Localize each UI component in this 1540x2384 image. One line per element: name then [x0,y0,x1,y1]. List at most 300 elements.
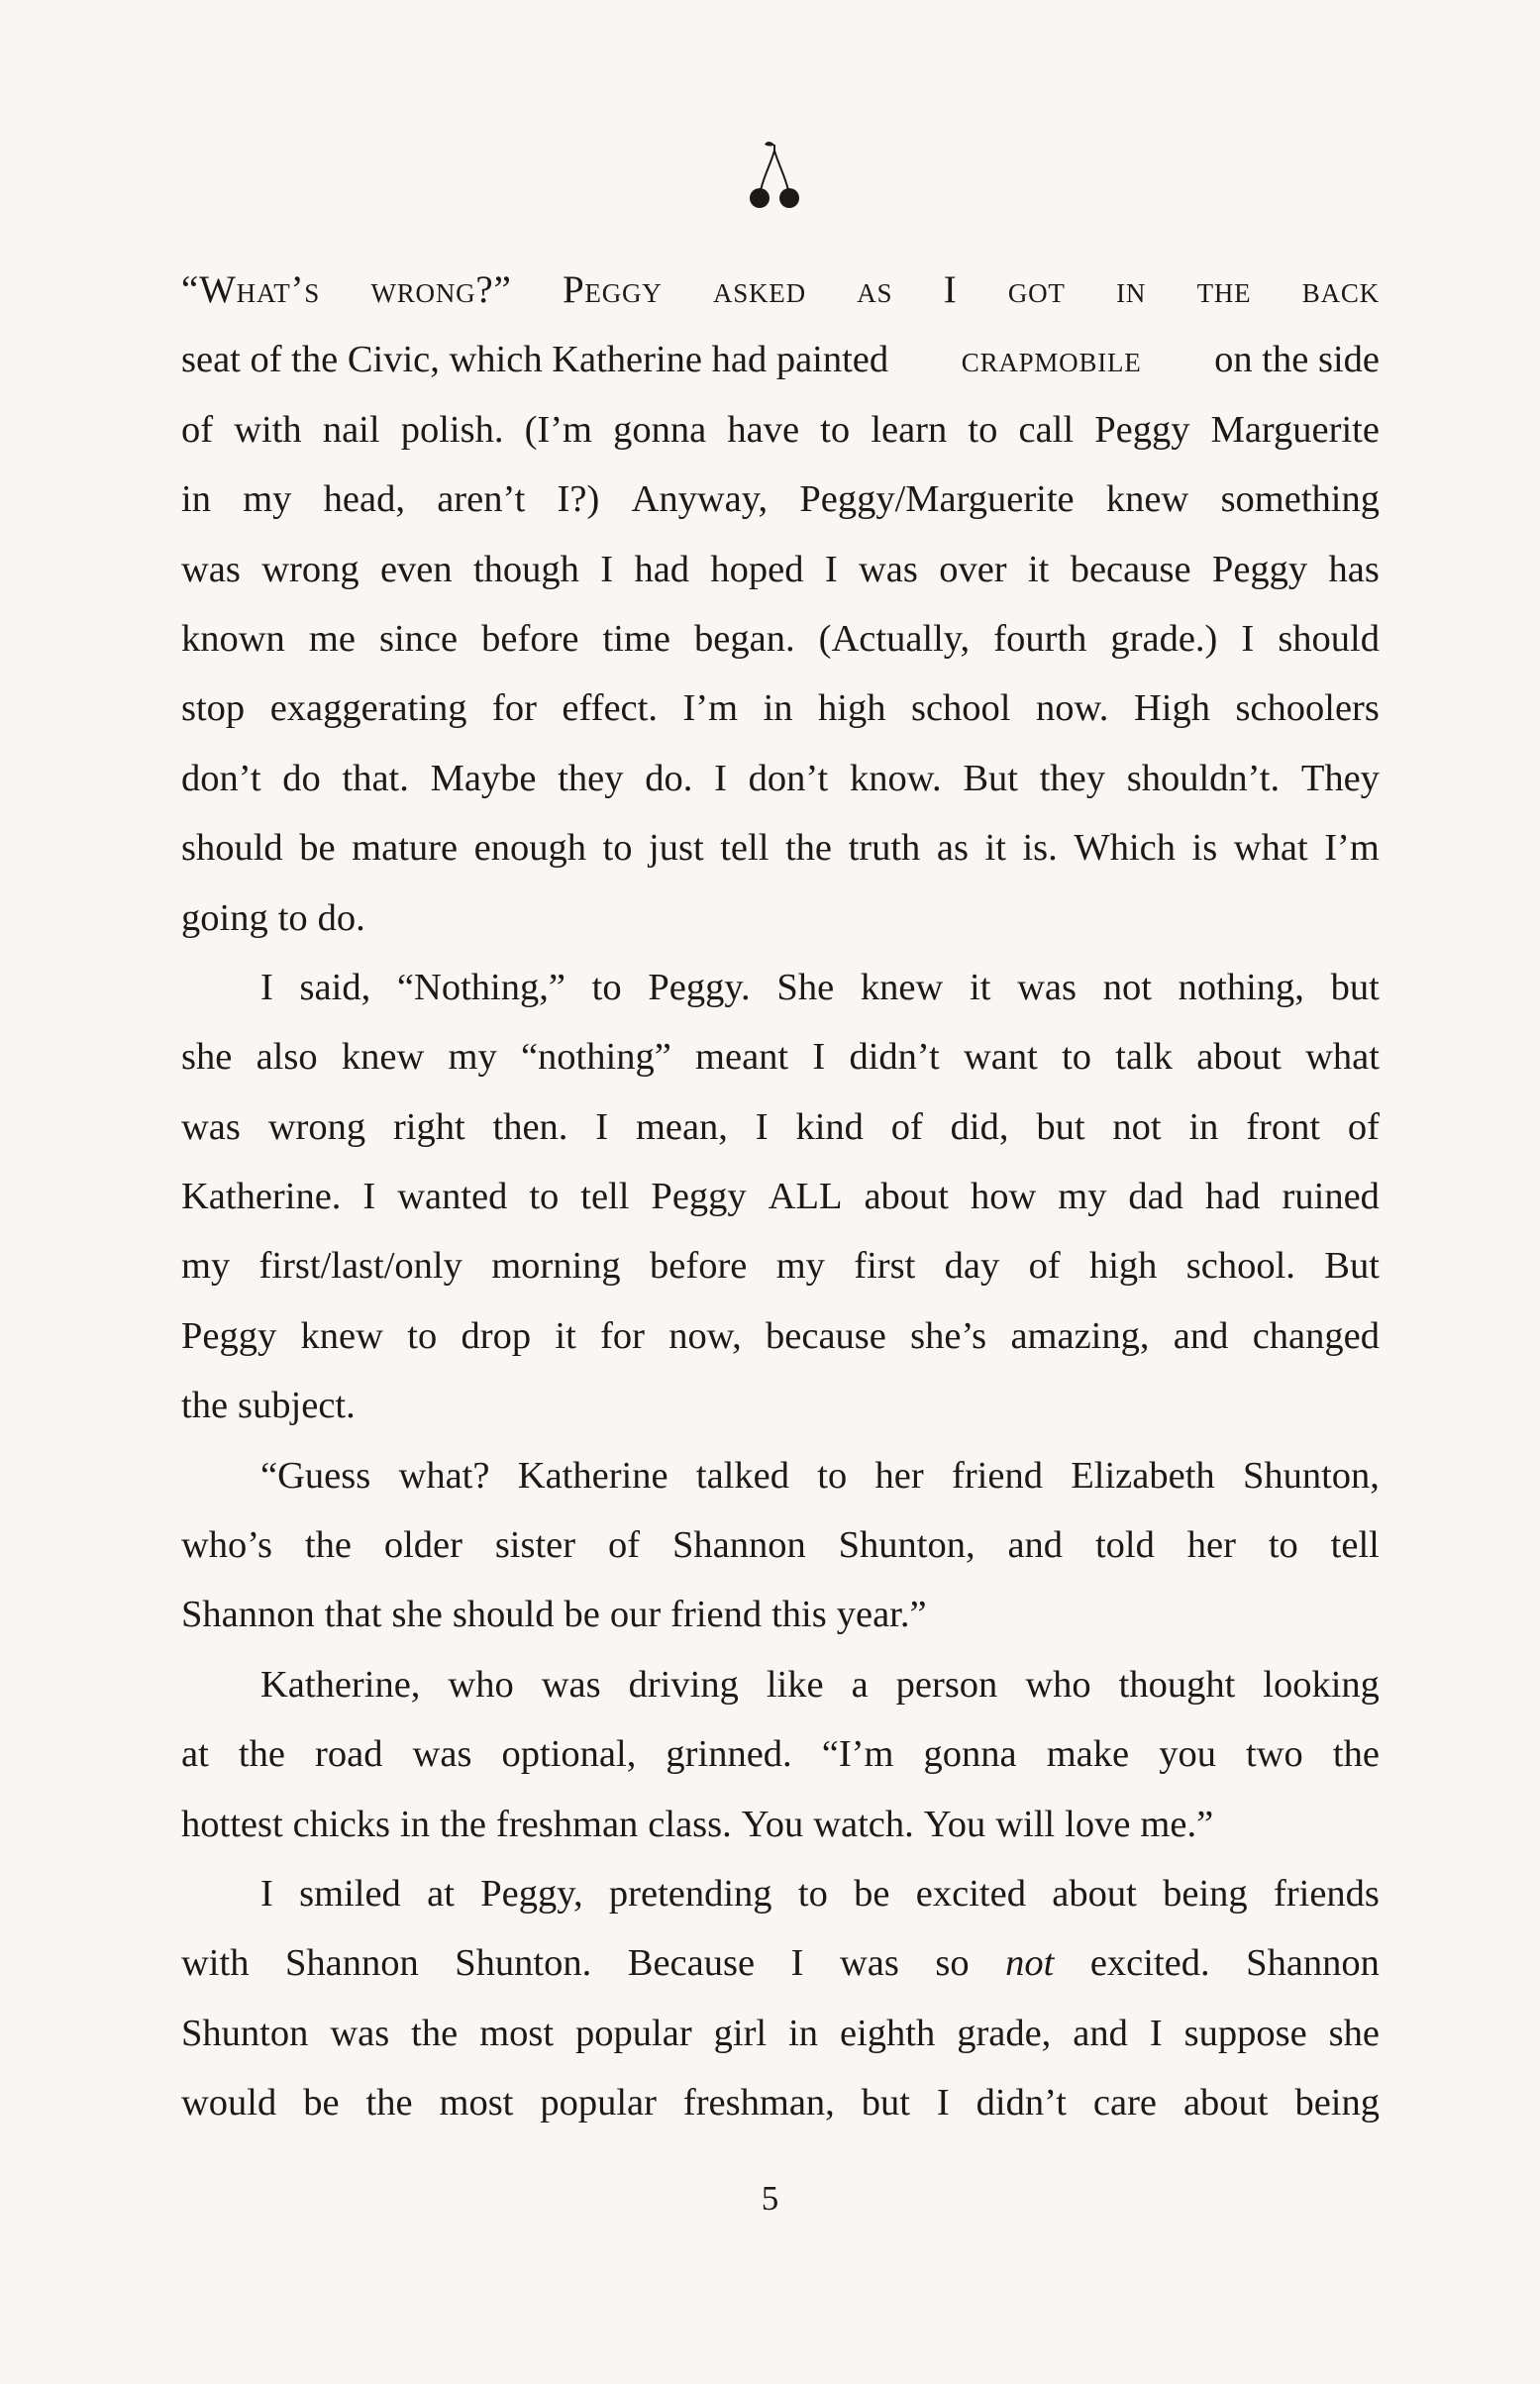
text-line [181,1928,1380,1998]
word: in [788,2012,819,2054]
word: Shunton. [455,1942,592,1985]
word: I [362,1176,376,1218]
word: road [315,1733,383,1776]
text-line [181,883,1380,953]
text-line [181,744,1380,813]
word: mean, [635,1105,728,1148]
word: she [181,1036,233,1079]
word: front [1246,1105,1321,1148]
word: the [784,827,833,870]
word: two [1246,1733,1303,1776]
text-line [181,535,1380,604]
word: being [1294,2082,1380,2125]
word: learn [871,408,948,451]
word: I [936,2082,950,2125]
word: But [1324,1245,1380,1288]
word: of [890,1105,923,1148]
word: told [1094,1524,1155,1567]
word: I’m [1324,827,1380,870]
word: being [1163,1872,1248,1915]
word: for [600,1314,645,1357]
word: you [1159,1733,1216,1776]
word: just [649,827,704,870]
word: gonna [613,408,707,451]
word: not [1112,1105,1162,1148]
word: who [448,1663,514,1706]
word: was [330,2012,390,2054]
word: also [256,1036,318,1079]
word: ruined [1282,1176,1380,1218]
word: day [944,1245,1000,1288]
word: grinned. [666,1733,792,1776]
word: knew [1105,478,1189,521]
word: back [1301,268,1380,311]
word: in [1188,1105,1219,1148]
word: I [755,1105,769,1148]
word: what [1305,1036,1380,1079]
word: excited [915,1872,1026,1915]
cherry-icon [745,139,804,216]
word: I [260,966,273,1008]
word: in [400,1803,430,1845]
text-line [181,1790,1380,1859]
word: want [963,1036,1038,1079]
word: as [857,268,893,311]
body-text [181,256,1380,2138]
word: at [181,1733,209,1776]
word: most [439,2082,514,2125]
page-number: 5 [761,2179,779,2218]
word: school. [1185,1245,1295,1288]
word: would [181,2082,277,2125]
word: first/last/only [258,1245,462,1288]
word: high [1088,1245,1158,1288]
text-line [181,674,1380,743]
word: Peggy [651,1176,747,1218]
word: was [1017,966,1077,1008]
word: it [970,966,991,1008]
word: mature [352,827,459,870]
word: Shannon [1246,1942,1380,1985]
word: had [634,548,690,590]
word: hoped [710,548,804,590]
word: Elizabeth [1071,1454,1215,1497]
text-line [181,2068,1380,2137]
word: about [1182,2082,1269,2125]
word: my [448,1036,497,1079]
word: to [968,408,998,451]
word: Which [1074,827,1176,870]
word: known [181,617,285,660]
word: Katherine. [181,1176,342,1218]
word: gonna [923,1733,1017,1776]
word: Shunton, [1242,1454,1380,1497]
word: Because [627,1942,756,1985]
word: even [379,548,453,590]
word: I [943,268,958,311]
word: to [602,827,633,870]
word: older [383,1524,462,1567]
word: had [1204,1176,1261,1218]
word: and [1073,2012,1128,2054]
word: asked [712,268,806,311]
word: talk [1115,1036,1174,1079]
word: to [817,1454,848,1497]
word: I’m [682,687,739,730]
word: her [1186,1524,1236,1567]
word: because [1070,548,1191,590]
word: don’t [181,757,261,799]
word: to [1268,1524,1298,1567]
word: eighth [839,2012,936,2054]
word: I [824,548,838,590]
word: wrong?” [370,268,512,311]
word: friend [952,1454,1043,1497]
text-line [181,1092,1380,1162]
text-line [181,1441,1380,1510]
word: do. [317,896,365,939]
word: I [790,1942,804,1985]
word: my [181,1245,231,1288]
text-line [181,1580,1380,1649]
text-line [181,395,1380,465]
word: exaggerating [269,687,467,730]
word: head, [323,478,405,521]
word: they [1039,757,1105,799]
word: but [1330,966,1380,1008]
word: Katherine [517,1454,668,1497]
word: Anyway, [631,478,769,521]
word: in [763,687,793,730]
text-line [181,465,1380,534]
word: me.” [1140,1803,1214,1845]
word: to [820,408,851,451]
word: watch. [813,1803,914,1845]
text-line [181,325,1380,394]
word: You [741,1803,804,1845]
word: she’s [910,1314,987,1357]
word: nail [322,408,380,451]
word: friend [670,1594,763,1636]
word: truth [848,827,921,870]
word: tell [1330,1524,1380,1567]
word: my [243,478,292,521]
word: didn’t [849,1036,940,1079]
word: polish. [400,408,504,451]
text-line [181,813,1380,882]
word: Shannon [181,1594,315,1636]
text-line [181,1231,1380,1300]
word: school [910,687,1011,730]
word: of [607,1524,641,1567]
word: do [282,757,321,799]
word: should [1278,617,1380,660]
word: suppose [1183,2012,1307,2054]
word: said, [299,966,371,1008]
word: it [984,827,1006,870]
word: on the side [1214,339,1380,381]
word: do. [645,757,693,799]
word: they [558,757,624,799]
word: going [181,896,268,939]
word: tell [580,1176,630,1218]
word: chicks [292,1803,391,1845]
word: Peggy/Marguerite [799,478,1075,521]
word: wrong [261,548,359,590]
word: Maybe [430,757,537,799]
word: will [995,1803,1056,1845]
word: was [181,1105,241,1148]
word: wrong [267,1105,366,1148]
word: over [939,548,1007,590]
word: talked [695,1454,789,1497]
word: She [776,966,835,1008]
word: Peggy [1211,548,1308,590]
word: Katherine, [260,1663,421,1706]
word: in [1116,268,1147,311]
word: was [181,548,241,590]
word: popular [575,2012,692,2054]
word: knew [300,1314,383,1357]
word: love [1065,1803,1131,1845]
word: “nothing” [520,1036,671,1079]
word: girl [713,2012,768,2054]
word: like [766,1663,824,1706]
word: in [181,478,211,521]
word: fourth [993,617,1087,660]
word: popular [540,2082,657,2125]
word: who’s [181,1524,272,1567]
word: she [1328,2012,1380,2054]
word: this [771,1594,827,1636]
word: grade.) [1110,617,1218,660]
word: Shannon [284,1942,419,1985]
word: I [812,1036,826,1079]
word: tell [720,827,770,870]
word: amazing, [1010,1314,1150,1357]
word: not [1005,1942,1055,1985]
word: But [963,757,1018,799]
word: with [234,408,302,451]
word: the [365,2082,413,2125]
word: High [1133,687,1210,730]
word: freshman, [682,2082,835,2125]
word: freshman [496,1803,639,1845]
word: before [650,1245,748,1288]
word: pretending [608,1872,772,1915]
word: excited. [1089,1942,1210,1985]
word: “I’m [821,1733,894,1776]
word: high [818,687,886,730]
word: since [378,617,459,660]
word: I [1149,2012,1163,2054]
word: my [1058,1176,1107,1218]
word: right [392,1105,465,1148]
word: was [839,1942,899,1985]
word: of [1028,1245,1061,1288]
word: driving [628,1663,739,1706]
word: my [775,1245,825,1288]
word: what [1233,827,1308,870]
word: Shunton [181,2012,309,2054]
word: began. [694,617,795,660]
text-line [181,1650,1380,1719]
word: the [411,2012,459,2054]
word: how [970,1176,1037,1218]
word: about [1052,1872,1137,1915]
word: thought [1118,1663,1236,1706]
word: about [864,1176,949,1218]
word: friends [1274,1872,1380,1915]
word: was [541,1663,601,1706]
word: should [452,1594,555,1636]
word: “Guess [260,1454,371,1497]
word: I [595,1105,609,1148]
word: something [1220,478,1380,521]
word: ALL [768,1176,843,1218]
text-line [181,1301,1380,1371]
word: should [181,827,283,870]
word: Peggy [1094,408,1190,451]
text-line [181,1162,1380,1231]
word: about [1196,1036,1282,1079]
word: to [591,966,622,1008]
word: then. [492,1105,568,1148]
word: hottest [181,1803,283,1845]
word: the [439,1803,487,1845]
word: person [895,1663,998,1706]
word: call [1018,408,1075,451]
word: You [923,1803,986,1845]
word: knew [860,966,944,1008]
word: she [391,1594,443,1636]
word: “What’s [181,268,321,311]
word: know. [849,757,942,799]
word: to [407,1314,438,1357]
word: looking [1263,1663,1380,1706]
word: before [481,617,579,660]
word: but [861,2082,910,2125]
word: who [1025,1663,1091,1706]
word: of [1347,1105,1380,1148]
word: has [1328,548,1380,590]
text-line [181,1510,1380,1580]
word: Shannon [671,1524,806,1567]
word: that [324,1594,382,1636]
word: Peggy, [480,1872,583,1915]
word: dad [1128,1176,1184,1218]
word: wanted [397,1176,508,1218]
word: seat of the Civic, which Katherine had painted [181,339,889,381]
word: was [858,548,918,590]
word: it [555,1314,576,1357]
word: with [181,1942,250,1985]
word: year.” [836,1594,927,1636]
word: meant [695,1036,789,1079]
word: the [238,1733,285,1776]
word: to [1062,1036,1092,1079]
word: They [1300,757,1380,799]
word: first [854,1245,916,1288]
word: did, [950,1105,1009,1148]
word: and [1007,1524,1064,1567]
word: to [277,896,308,939]
word: sister [494,1524,576,1567]
word: crapmobile [961,339,1142,381]
text-line [181,1022,1380,1091]
word: class. [648,1803,732,1845]
word: what? [398,1454,490,1497]
word: smiled [299,1872,401,1915]
word: I?) [557,478,600,521]
word: drop [461,1314,532,1357]
word: be [854,1872,890,1915]
word: a [851,1663,869,1706]
word: (Actually, [818,617,971,660]
word: it [1027,548,1050,590]
word: didn’t [975,2082,1067,2125]
word: (I’m [524,408,593,451]
text-line [181,1999,1380,2068]
text-line [181,256,1380,325]
word: effect. [562,687,658,730]
word: the [1332,1733,1380,1776]
word: morning [491,1245,621,1288]
word: our [609,1594,662,1636]
word: Marguerite [1210,408,1380,451]
word: me [308,617,356,660]
word: not [1102,966,1152,1008]
word: the [181,1385,229,1427]
word: most [479,2012,555,2054]
text-line [181,953,1380,1022]
word: Peggy [181,1314,277,1357]
word: of [181,408,214,451]
word: knew [341,1036,425,1079]
word: subject. [238,1385,356,1427]
word: the [1196,268,1252,311]
word: to [797,1872,828,1915]
word: grade, [957,2012,1052,2054]
word: nothing, [1178,966,1304,1008]
text-line [181,1859,1380,1928]
text-line [181,1371,1380,1440]
word: I [714,757,727,799]
word: but [1036,1105,1085,1148]
word: make [1046,1733,1130,1776]
word: so [935,1942,970,1985]
word: because [766,1314,886,1357]
word: is. [1022,827,1058,870]
word: for [492,687,537,730]
word: now. [1036,687,1109,730]
word: shouldn’t. [1126,757,1281,799]
word: and [1173,1314,1229,1357]
word: at [427,1872,455,1915]
word: “Nothing,” [396,966,565,1008]
word: Peggy [562,268,663,311]
word: enough [473,827,586,870]
word: schoolers [1235,687,1380,730]
word: kind [795,1105,864,1148]
word: was [412,1733,472,1776]
word: to [529,1176,560,1218]
word: time [602,617,670,660]
word: be [564,1594,600,1636]
word: aren’t [437,478,526,521]
word: the [304,1524,352,1567]
word: Peggy. [648,966,751,1008]
